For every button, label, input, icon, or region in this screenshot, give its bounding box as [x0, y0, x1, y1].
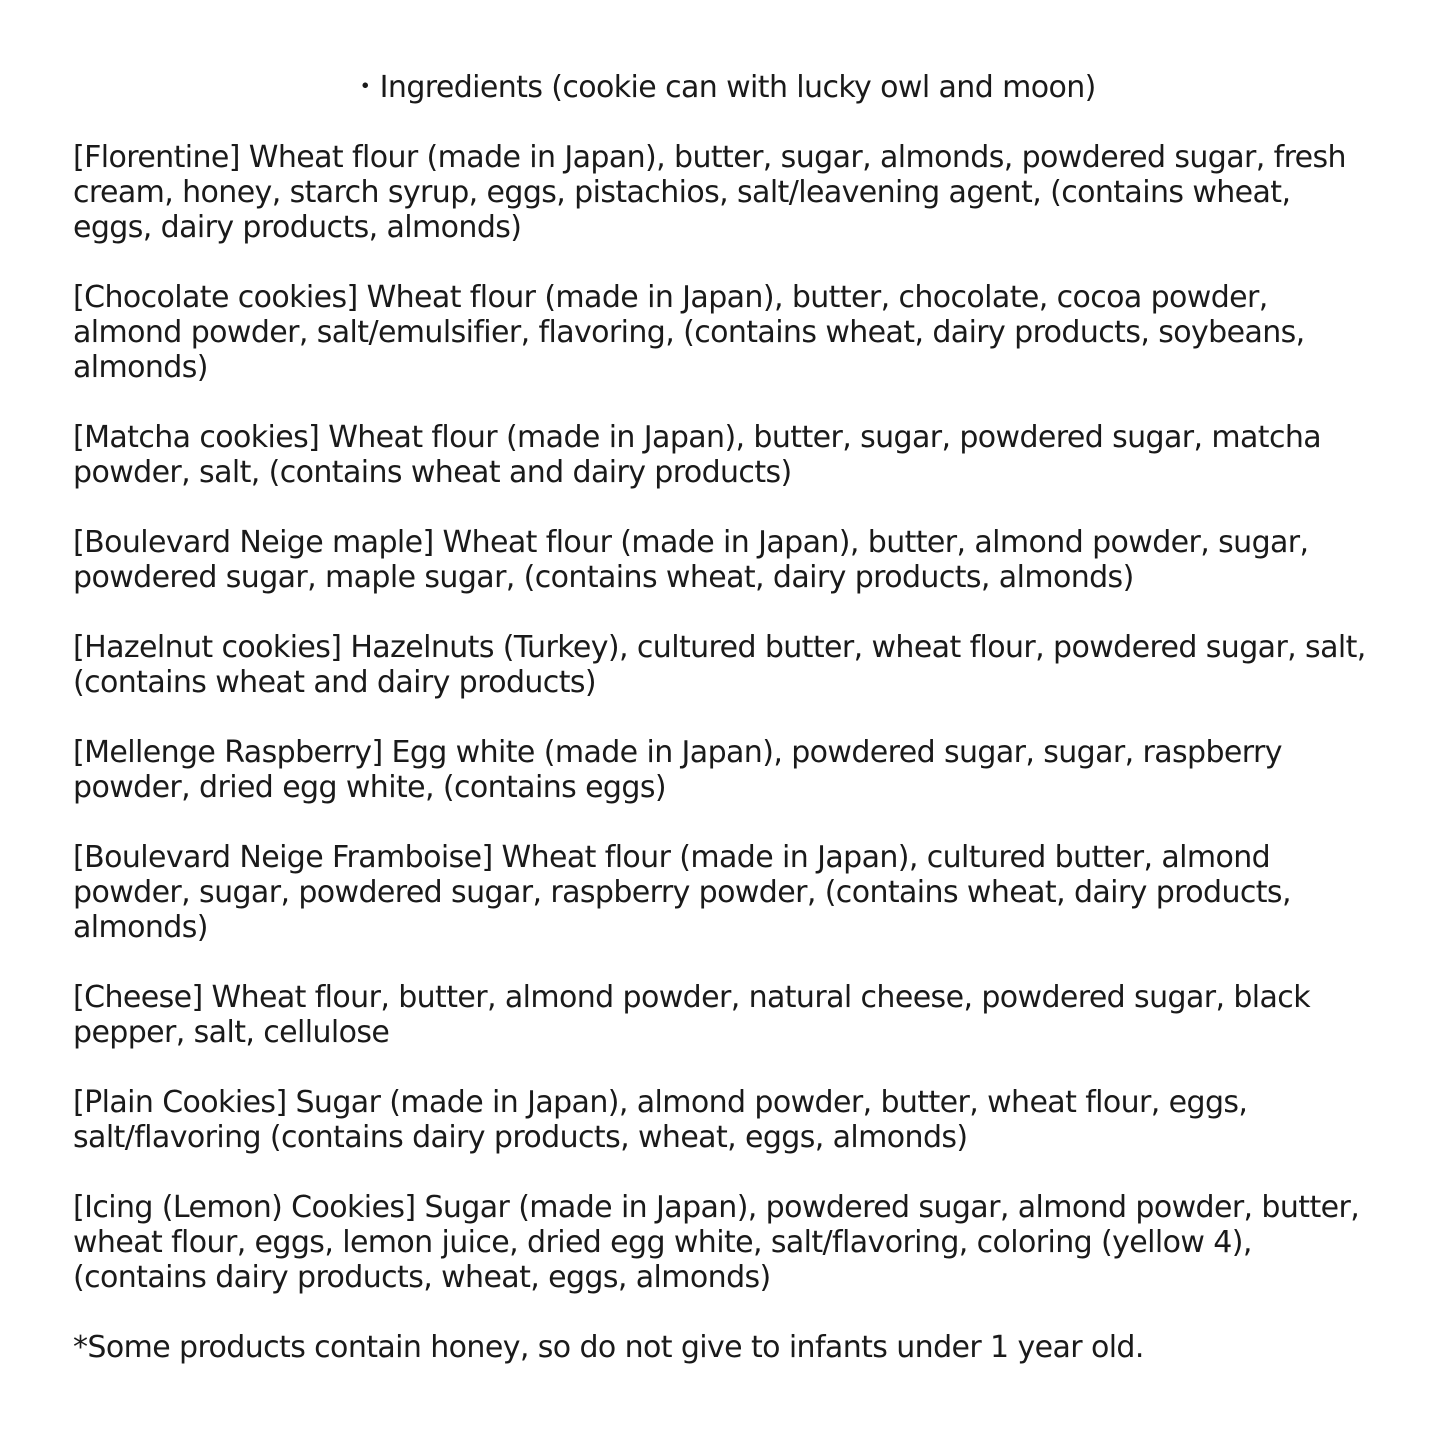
entry-florentine: [Florentine] Wheat flour (made in Japan), butter, sugar, almonds, powdered sugar, fresh cream, honey, starch syrup, eggs, pistachios, salt/leavening agent, (contains wheat, eggs, dairy products, almonds): [73, 140, 1346, 245]
entry-chocolate-cookies: [Chocolate cookies] Wheat flour (made in Japan), butter, chocolate, cocoa powder, almond powder, salt/emulsifier, flavoring, (contains wheat, dairy products, soybeans, almonds): [73, 280, 1305, 385]
entry-boulevard-neige-maple: [Boulevard Neige maple] Wheat flour (made in Japan), butter, almond powder, sugar, powdered sugar, maple sugar, (contains wheat, dairy products, almonds): [73, 525, 1309, 595]
entry-hazelnut-cookies: [Hazelnut cookies] Hazelnuts (Turkey), cultured butter, wheat flour, powdered sugar, salt, (contains wheat and dairy products): [73, 630, 1366, 700]
entry-cheese: [Cheese] Wheat flour, butter, almond powder, natural cheese, powdered sugar, black pepper, salt, cellulose: [73, 980, 1310, 1050]
entry-plain-cookies: [Plain Cookies] Sugar (made in Japan), almond powder, butter, wheat flour, eggs, salt/flavoring (contains dairy products, wheat, eggs, almonds): [73, 1085, 1248, 1155]
honey-warning-note: *Some products contain honey, so do not give to infants under 1 year old.: [73, 1330, 1144, 1365]
entry-boulevard-neige-framboise: [Boulevard Neige Framboise] Wheat flour (made in Japan), cultured butter, almond powder, sugar, powdered sugar, raspberry powder, (contains wheat, dairy products, almonds): [73, 840, 1291, 945]
entry-icing-lemon-cookies: [Icing (Lemon) Cookies] Sugar (made in Japan), powdered sugar, almond powder, butter, wheat flour, eggs, lemon juice, dried egg white, salt/flavoring, coloring (yellow 4), (contains dairy products, wheat, eggs, almonds): [73, 1190, 1360, 1295]
document-title: ・Ingredients (cookie can with lucky owl and moon): [350, 70, 1096, 105]
entry-mellenge-raspberry: [Mellenge Raspberry] Egg white (made in Japan), powdered sugar, sugar, raspberry powder, dried egg white, (contains eggs): [73, 735, 1282, 805]
entry-matcha-cookies: [Matcha cookies] Wheat flour (made in Japan), butter, sugar, powdered sugar, matcha powder, salt, (contains wheat and dairy products): [73, 420, 1322, 490]
